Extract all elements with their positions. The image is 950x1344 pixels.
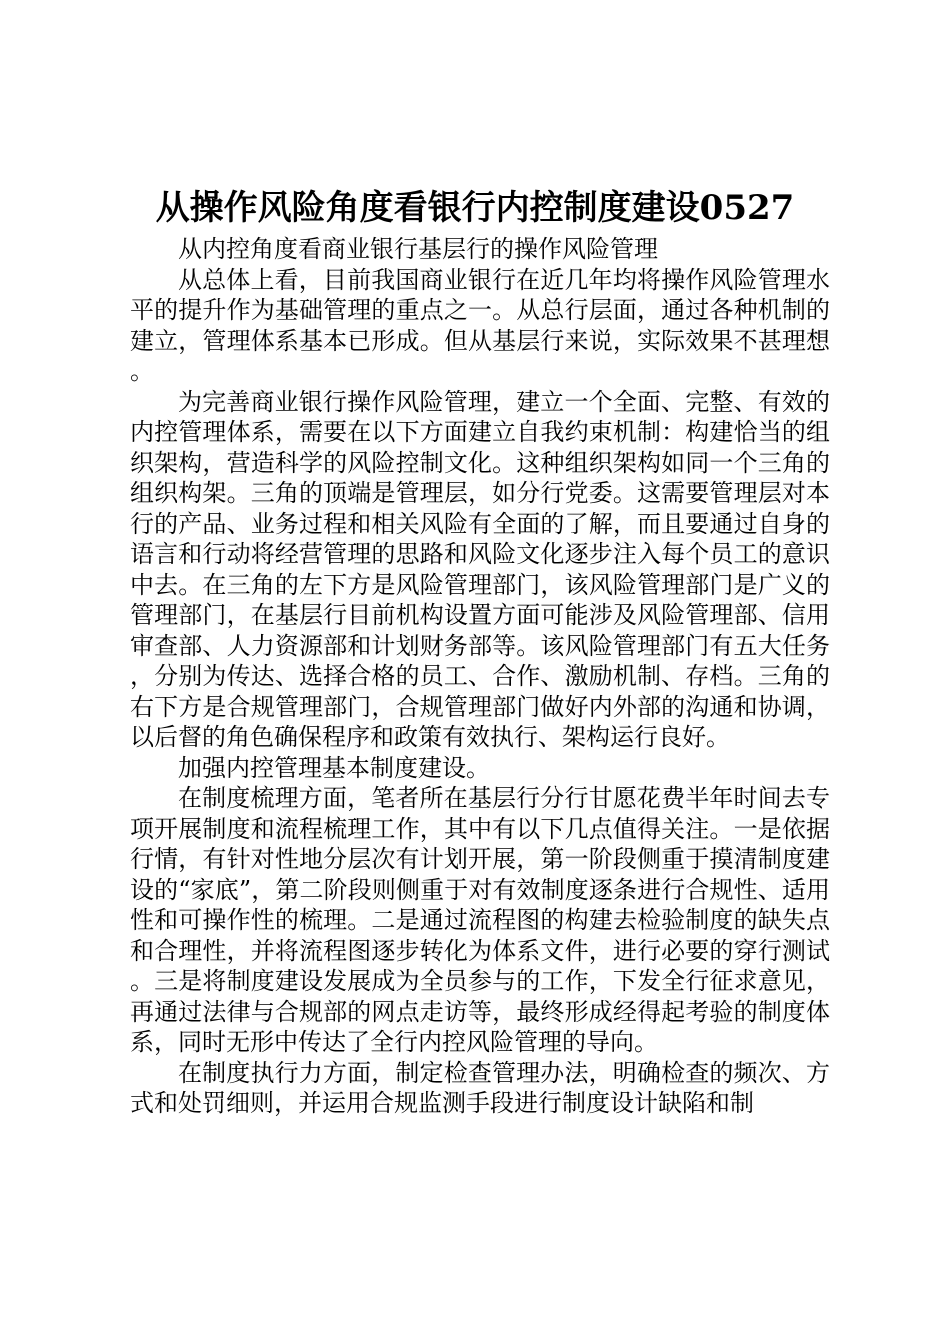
paragraph-subtitle: 从内控角度看商业银行基层行的操作风险管理 (178, 235, 658, 263)
document-body (130, 234, 830, 1119)
document-title: 从操作风险角度看银行内控制度建设0527 (155, 188, 795, 228)
paragraph-execution: 在制度执行力方面，制定检查管理办法，明确检查的频次、方式和处罚细则，并运用合规监测手段进行制度设计缺陷和制 (130, 1058, 830, 1117)
paragraph-organization: 为完善商业银行操作风险管理，建立一个全面、完整、有效的内控管理体系，需要在以下方面建立自我约束机制：构建恰当的组织架构，营造科学的风险控制文化。这种组织架构如同一个三角的组织构架。三角的顶端是管理层，如分行党委。这需要管理层对本行的产品、业务过程和相关风险有全面的了解，而且要通过自身的语言和行动将经营管理的思路和风险文化逐步注入每个员工的意识中去。在三角的左下方是风险管理部门，该风险管理部门是广义的管理部门，在基层行目前机构设置方面可能涉及风险管理部、信用审查部、人力资源部和计划财务部等。该风险管理部门有五大任务，分别为传达、选择合格的员工、合作、激励机制、存档。三角的右下方是合规管理部门，合规管理部门做好内外部的沟通和协调，以后督的角色确保程序和政策有效执行、架构运行良好。 (130, 387, 830, 751)
paragraph-heading-system: 加强内控管理基本制度建设。 (178, 753, 490, 782)
paragraph-overview: 从总体上看，目前我国商业银行在近几年均将操作风险管理水平的提升作为基础管理的重点之一。从总行层面，通过各种机制的建立，管理体系基本已形成。但从基层行来说，实际效果不甚理想。 (130, 265, 830, 385)
paragraph-system-review: 在制度梳理方面，笔者所在基层行分行甘愿花费半年时间去专项开展制度和流程梳理工作，其中有以下几点值得关注。一是依据行情，有针对性地分层次有计划开展，第一阶段侧重于摸清制度建设的“家底”，第二阶段则侧重于对有效制度逐条进行合规性、适用性和可操作性的梳理。二是通过流程图的构建去检验制度的缺失点和合理性，并将流程图逐步转化为体系文件，进行必要的穿行测试。三是将制度建设发展成为全员参与的工作，下发全行征求意见，再通过法律与合规部的网点走访等，最终形成经得起考验的制度体系，同时无形中传达了全行内控风险管理的导向。 (130, 784, 830, 1056)
